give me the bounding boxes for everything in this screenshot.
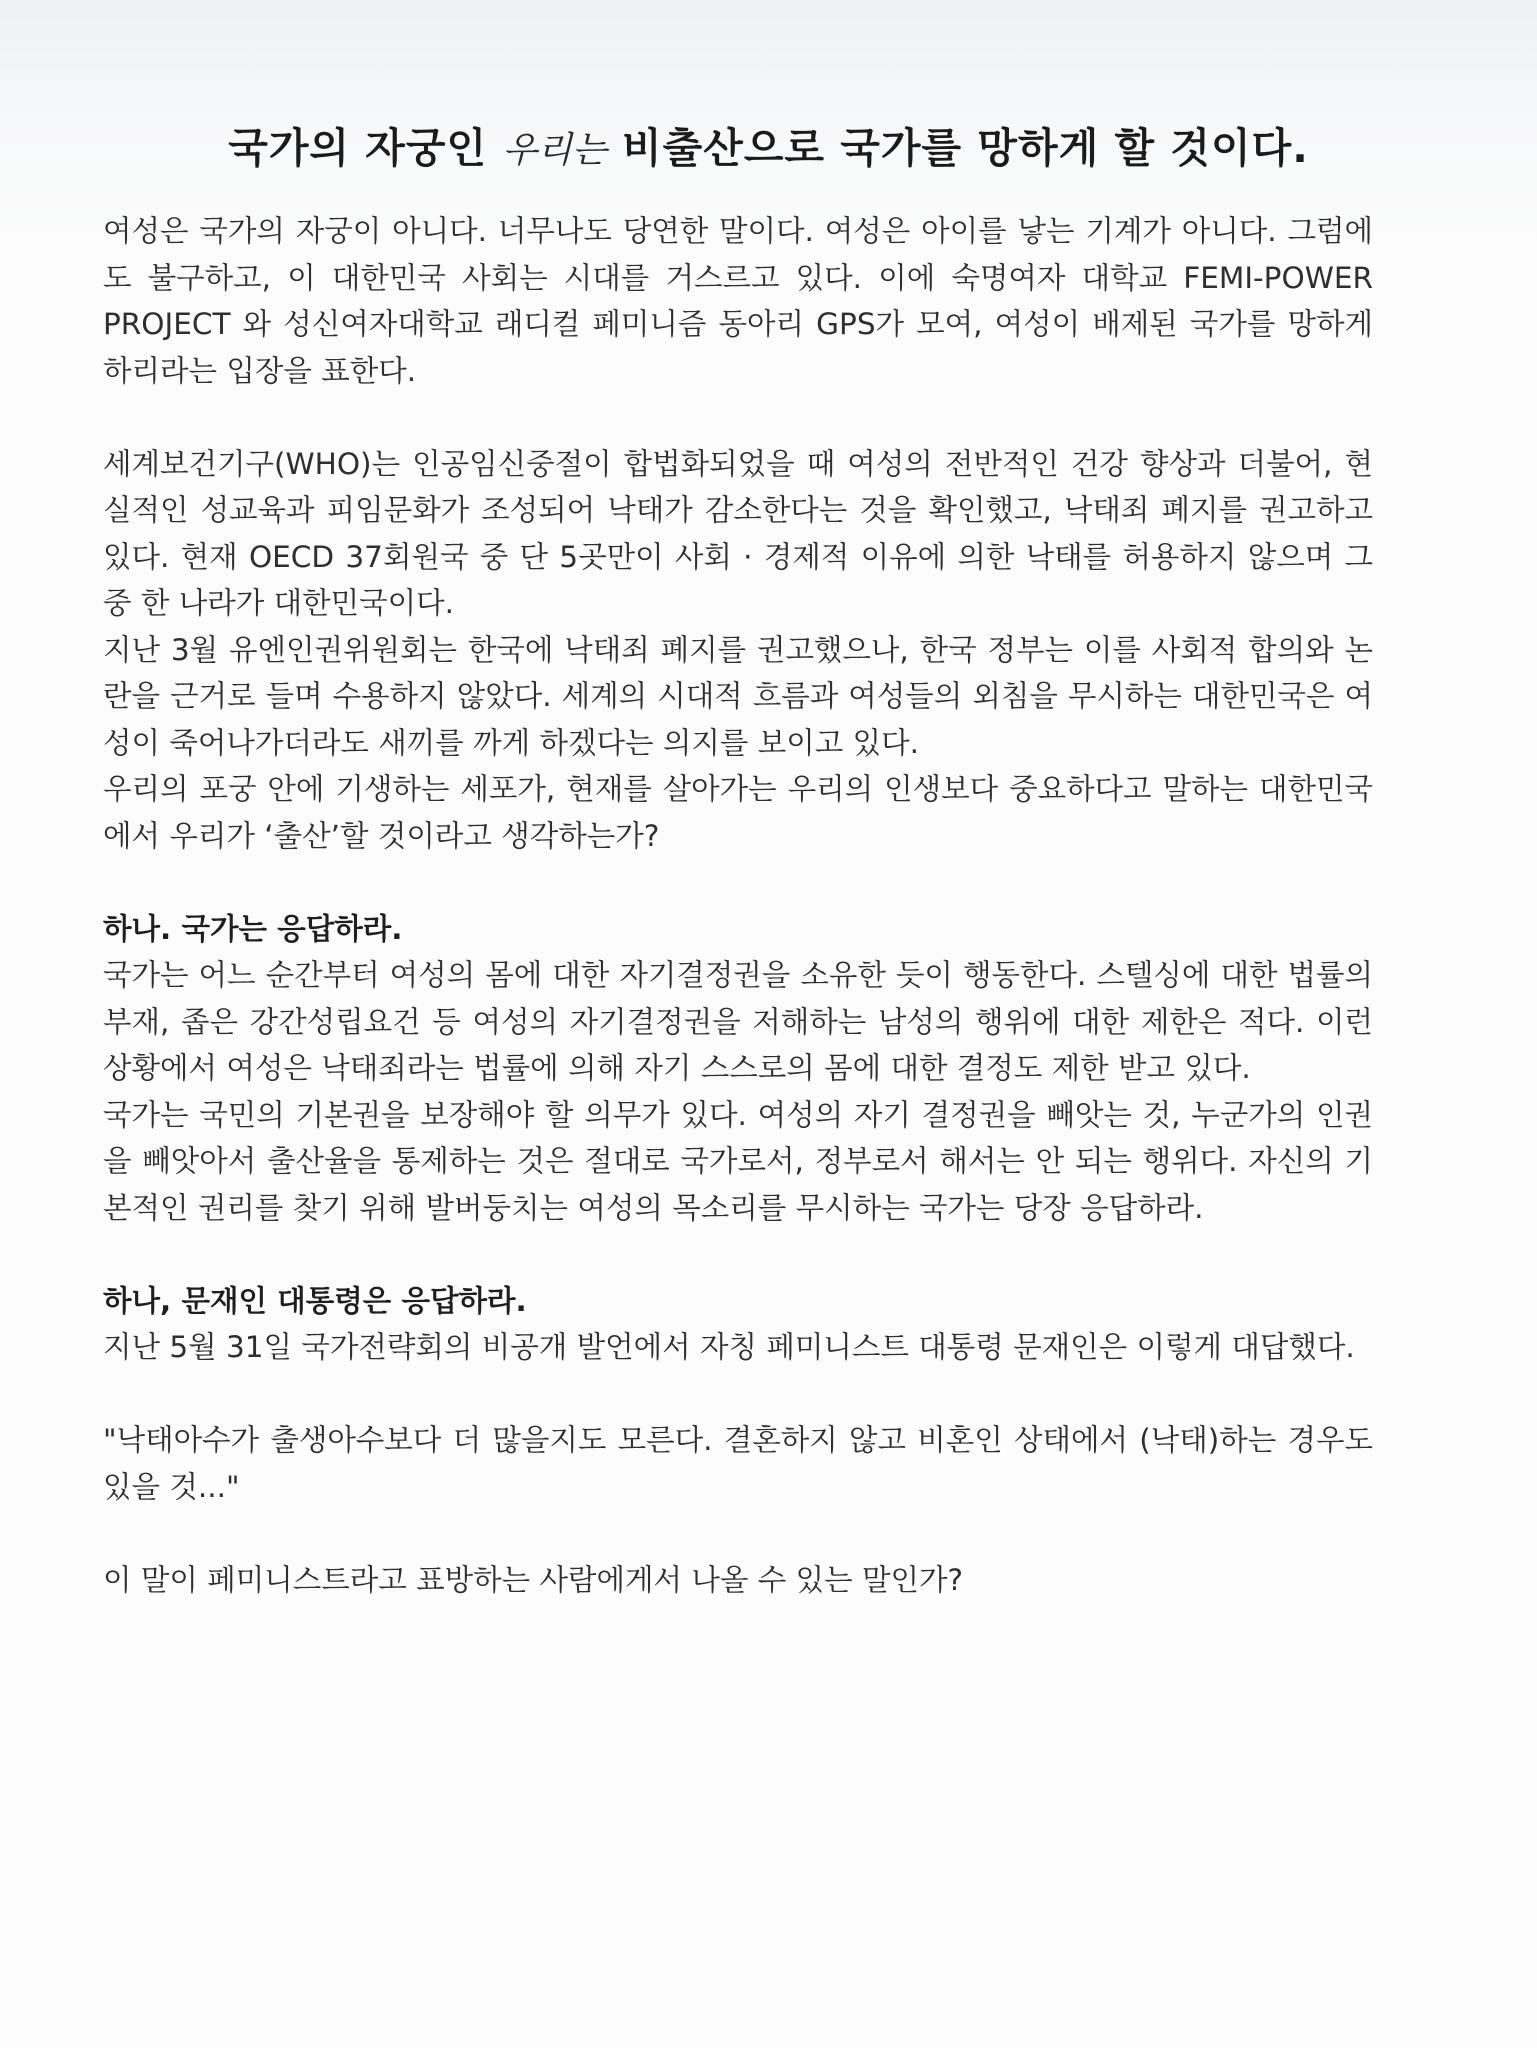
un-paragraph: 지난 3월 유엔인권위원회는 한국에 낙태죄 폐지를 권고했으나, 한국 정부는 이를 사회적 합의와 논란을 근거로 들며 수용하지 않았다. 세계의 시대적 흐름과 여성들의 외침을 무시하는 대한민국은 여성이 죽어나가더라도 새끼를 까게 하겠다는 의지를 보이고 있다. bbox=[103, 632, 1373, 760]
president-statement-paragraph: 지난 5월 31일 국가전략회의 비공개 발언에서 자칭 페미니스트 대통령 문재인은 이렇게 대답했다. bbox=[103, 1330, 1355, 1364]
section-heading-state: 하나. 국가는 응답하라. bbox=[103, 911, 403, 946]
paragraph-spacer bbox=[103, 1371, 1373, 1418]
title-text-after: 비출산으로 국가를 망하게 할 것이다. bbox=[606, 124, 1309, 173]
paragraph-spacer bbox=[103, 859, 1373, 906]
title-text-before: 국가의 자궁인 bbox=[228, 124, 503, 173]
document-title bbox=[0, 115, 1537, 174]
who-paragraph: 세계보건기구(WHO)는 인공임신중절이 합법화되었을 때 여성의 전반적인 건강 향상과 더불어, 현실적인 성교육과 피임문화가 조성되어 낙태가 감소한다는 것을 확인했고, 낙태죄 폐지를 권고하고 있다. 현재 OECD 37회원국 중 단 5곳만이 사회 · 경제적 이유에 의한 낙태를 허용하지 않으며 그 중 한 나라가 대한민국이다. bbox=[103, 446, 1373, 620]
paragraph-spacer bbox=[103, 1231, 1373, 1278]
document-body bbox=[103, 208, 1373, 1603]
intro-paragraph: 여성은 국가의 자궁이 아니다. 너무나도 당연한 말이다. 여성은 아이를 낳는 기계가 아니다. 그럼에도 불구하고, 이 대한민국 사회는 시대를 거스르고 있다. 이에 숙명여자 대학교 FEMI-POWER PROJECT 와 성신여자대학교 래디컬 페미니즘 동아리 GPS가 모여, 여성이 배제된 국가를 망하게 하리라는 입장을 표한다. bbox=[103, 214, 1374, 388]
closing-question: 이 말이 페미니스트라고 표방하는 사람에게서 나올 수 있는 말인가? bbox=[103, 1562, 964, 1597]
paragraph-spacer bbox=[103, 1510, 1373, 1557]
self-determination-paragraph: 국가는 어느 순간부터 여성의 몸에 대한 자기결정권을 소유한 듯이 행동한다. 스텔싱에 대한 법률의 부재, 좁은 강간성립요건 등 여성의 자기결정권을 저해하는 남성의 행위에 대한 제한은 적다. 이런 상황에서 여성은 낙태죄라는 법률에 의해 자기 스스로의 몸에 대한 결정도 제한 받고 있다. bbox=[103, 958, 1373, 1085]
quote-paragraph: "낙태아수가 출생아수보다 더 많을지도 모른다. 결혼하지 않고 비혼인 상태에서 (낙태)하는 경우도 있을 것..." bbox=[103, 1423, 1373, 1504]
section-heading-president: 하나, 문재인 대통령은 응답하라. bbox=[103, 1283, 527, 1318]
basic-rights-paragraph: 국가는 국민의 기본권을 보장해야 할 의무가 있다. 여성의 자기 결정권을 빼앗는 것, 누군가의 인권을 빼앗아서 출산율을 통제하는 것은 절대로 국가로서, 정부로서 해서는 안 되는 행위다. 자신의 기본적인 권리를 찾기 위해 발버둥치는 여성의 목소리를 무시하는 국가는 당장 응답하라. bbox=[103, 1097, 1373, 1225]
question-paragraph: 우리의 포궁 안에 기생하는 세포가, 현재를 살아가는 우리의 인생보다 중요하다고 말하는 대한민국에서 우리가 ‘출산’할 것이라고 생각하는가? bbox=[103, 772, 1373, 853]
paragraph-spacer bbox=[103, 394, 1373, 441]
title-handwritten-word: 우리는 bbox=[502, 130, 607, 172]
